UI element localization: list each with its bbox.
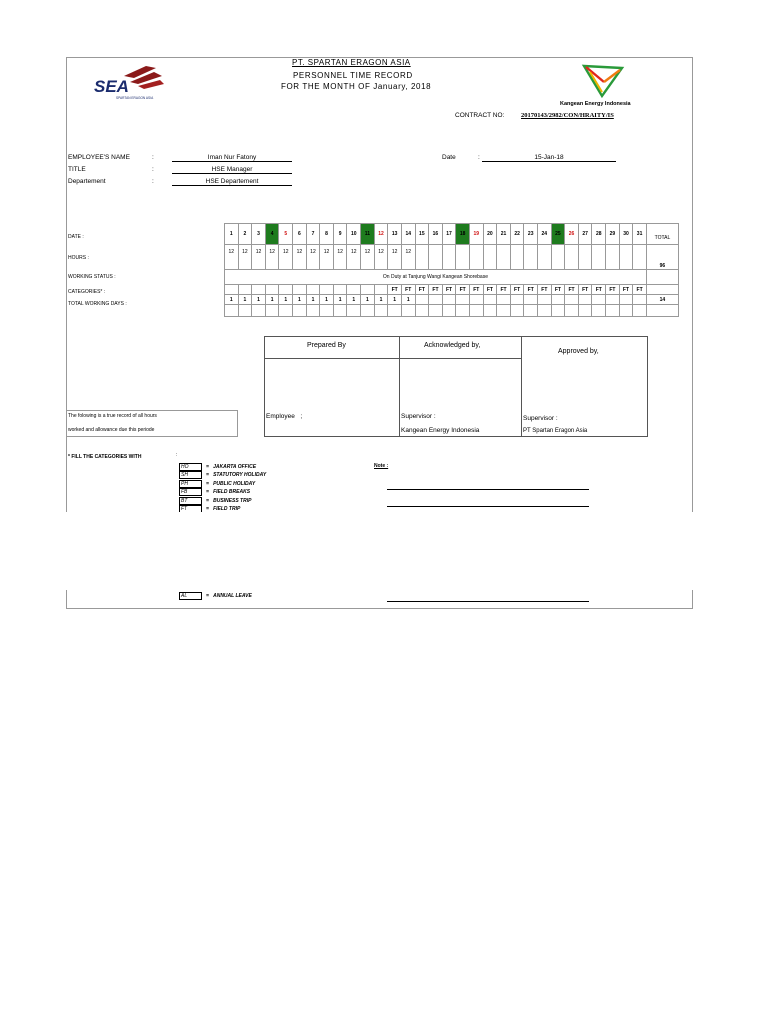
working-day-cell[interactable] [565, 295, 579, 305]
working-day-cell[interactable] [606, 295, 620, 305]
blank-cell [279, 305, 293, 317]
blank-cell [633, 305, 647, 317]
category-cell[interactable] [293, 285, 307, 295]
row-label-total-days: TOTAL WORKING DAYS : [68, 301, 127, 307]
working-day-cell[interactable]: 1 [347, 295, 361, 305]
day-cell: 21 [497, 224, 511, 245]
acknowledged-by-label: Acknowledged by, [424, 342, 481, 349]
category-cell[interactable] [238, 285, 252, 295]
prepared-by-label: Prepared By [307, 342, 346, 349]
day-cell: 11 [361, 224, 375, 245]
day-cell: 4 [265, 224, 279, 245]
hours-cell[interactable] [633, 245, 647, 270]
colon: : [152, 154, 154, 161]
note-line[interactable] [387, 489, 589, 490]
day-cell: 16 [429, 224, 443, 245]
hours-cell[interactable] [538, 245, 552, 270]
blank-cell [619, 305, 633, 317]
working-day-cell[interactable]: 1 [252, 295, 266, 305]
day-cell: 22 [510, 224, 524, 245]
legend-eq: = [206, 480, 209, 487]
certification-line2: worked and allowance due this periode [68, 427, 155, 433]
hours-cell[interactable] [510, 245, 524, 270]
working-status-cell[interactable]: On Duty at Tanjung Wangi Kangean Shorebase [225, 270, 647, 285]
day-cell: 20 [483, 224, 497, 245]
row-label-status: WORKING STATUS : [68, 274, 116, 280]
working-day-cell[interactable]: 1 [279, 295, 293, 305]
blank-cell [497, 305, 511, 317]
blank-cell [415, 305, 429, 317]
hours-cell[interactable] [551, 245, 565, 270]
time-record-grid [224, 223, 679, 317]
day-cell: 9 [333, 224, 347, 245]
legend-eq: = [206, 593, 209, 599]
working-days-row [225, 295, 679, 305]
hours-cell[interactable]: 12 [347, 245, 361, 270]
working-day-cell[interactable] [551, 295, 565, 305]
blank-cell [606, 305, 620, 317]
blank-cell [469, 305, 483, 317]
logo-sea-subtext: SPARTAN ERAGON ASIA [116, 96, 154, 100]
note-line[interactable] [387, 506, 589, 507]
working-day-cell[interactable] [633, 295, 647, 305]
blank-cell [442, 305, 456, 317]
contract-number: 20170143/2982/CON/HRAITY/IS [521, 112, 614, 119]
legend-item-fb [179, 488, 250, 496]
row-label-hours: HOURS : [68, 255, 89, 261]
supervisor-sea-label: Supervisor : [523, 415, 558, 422]
employee-sig-colon: ; [300, 413, 303, 420]
spartan-eragon-logo [94, 62, 166, 102]
categories-row [225, 285, 679, 295]
hours-cell[interactable]: 12 [238, 245, 252, 270]
acknowledged-body [399, 358, 522, 437]
category-cell[interactable]: FT [483, 285, 497, 295]
form-period: FOR THE MONTH OF January, 2018 [281, 82, 432, 91]
legend-desc-al: ANNUAL LEAVE [213, 593, 252, 599]
day-cell: 27 [578, 224, 592, 245]
category-total [646, 285, 678, 295]
legend-item-ph [179, 480, 255, 488]
colon: : [152, 166, 154, 173]
hours-cell[interactable] [429, 245, 443, 270]
legend-desc: FIELD TRIP [213, 506, 241, 512]
category-cell[interactable]: FT [551, 285, 565, 295]
form-title: PERSONNEL TIME RECORD [293, 71, 413, 80]
department-label: Departement [68, 178, 106, 185]
legend-code: FT [179, 505, 202, 513]
certification-line1: The folowing is a true record of all hours [68, 413, 157, 419]
hours-cell[interactable] [483, 245, 497, 270]
hours-cell[interactable] [497, 245, 511, 270]
blank-cell [483, 305, 497, 317]
status-total [646, 270, 678, 285]
hours-cell[interactable]: 12 [306, 245, 320, 270]
approved-by-label: Approved by, [558, 348, 599, 355]
blank-cell [333, 305, 347, 317]
working-day-cell[interactable] [524, 295, 538, 305]
category-cell[interactable]: FT [497, 285, 511, 295]
department-field[interactable]: HSE Departement [172, 178, 292, 186]
blank-cell [306, 305, 320, 317]
working-day-cell[interactable]: 1 [374, 295, 388, 305]
legend-desc: FIELD BREAKS [213, 489, 251, 496]
category-cell[interactable]: FT [401, 285, 415, 295]
total-header: TOTAL [646, 224, 678, 245]
day-cell: 23 [524, 224, 538, 245]
category-cell[interactable]: FT [429, 285, 443, 295]
category-cell[interactable] [225, 285, 239, 295]
working-day-cell[interactable]: 1 [293, 295, 307, 305]
day-cell: 7 [306, 224, 320, 245]
contract-label: CONTRACT NO: [455, 112, 505, 119]
colon: : [152, 178, 154, 185]
day-cell: 12 [374, 224, 388, 245]
category-cell[interactable] [361, 285, 375, 295]
working-day-cell[interactable]: 1 [265, 295, 279, 305]
category-cell[interactable]: FT [633, 285, 647, 295]
working-day-cell[interactable] [483, 295, 497, 305]
working-day-cell[interactable] [497, 295, 511, 305]
category-cell[interactable]: FT [538, 285, 552, 295]
legend-eq: = [206, 489, 209, 496]
category-cell[interactable] [333, 285, 347, 295]
hours-cell[interactable] [415, 245, 429, 270]
legend-code-al: AL [179, 592, 202, 600]
blank-cell [646, 305, 678, 317]
hours-cell[interactable] [565, 245, 579, 270]
category-cell[interactable]: FT [578, 285, 592, 295]
legend-code: HO [179, 463, 202, 471]
legend-code: BT [179, 497, 202, 505]
day-cell: 17 [442, 224, 456, 245]
hours-row [225, 245, 679, 270]
note-line[interactable] [387, 601, 589, 602]
day-cell: 28 [592, 224, 606, 245]
employee-name-field[interactable]: Iman Nur Fatony [172, 154, 292, 162]
hours-cell[interactable]: 12 [361, 245, 375, 270]
day-cell: 26 [565, 224, 579, 245]
hours-cell[interactable]: 12 [388, 245, 402, 270]
day-cell: 3 [252, 224, 266, 245]
blank-cell [347, 305, 361, 317]
day-cell: 8 [320, 224, 334, 245]
blank-cell [388, 305, 402, 317]
blank-cell [565, 305, 579, 317]
working-day-cell[interactable]: 1 [238, 295, 252, 305]
legend-colon: : [176, 452, 178, 458]
title-field[interactable]: HSE Manager [172, 166, 292, 174]
working-day-cell[interactable] [456, 295, 470, 305]
category-cell[interactable] [347, 285, 361, 295]
day-cell: 19 [469, 224, 483, 245]
note-label: Note : [374, 463, 389, 469]
row-label-date: DATE : [68, 234, 84, 240]
category-cell[interactable] [279, 285, 293, 295]
legend-eq: = [206, 464, 209, 470]
hours-cell[interactable]: 12 [225, 245, 239, 270]
legend-eq: = [206, 472, 209, 479]
category-cell[interactable]: FT [510, 285, 524, 295]
legend-desc: BUSINESS TRIP [213, 497, 252, 504]
supervisor-kei-company: Kangean Energy Indonesia [401, 427, 480, 434]
working-day-cell[interactable]: 1 [361, 295, 375, 305]
supervisor-kei-label: Supervisor : [401, 413, 436, 420]
category-cell[interactable]: FT [469, 285, 483, 295]
working-day-cell[interactable] [429, 295, 443, 305]
logo-sea-text: SEA [94, 77, 129, 96]
hours-cell[interactable] [619, 245, 633, 270]
blank-cell [401, 305, 415, 317]
blank-cell [265, 305, 279, 317]
hours-cell[interactable]: 12 [279, 245, 293, 270]
date-field[interactable]: 15-Jan-18 [482, 154, 616, 162]
day-cell: 31 [633, 224, 647, 245]
legend-code: FB [179, 488, 202, 496]
row-label-categories: CATEGORIES* : [68, 289, 106, 295]
blank-cell [524, 305, 538, 317]
day-cell: 25 [551, 224, 565, 245]
hours-cell[interactable] [606, 245, 620, 270]
employee-signature-label [266, 413, 302, 420]
day-cell: 5 [279, 224, 293, 245]
blank-cell [238, 305, 252, 317]
hours-cell[interactable] [456, 245, 470, 270]
working-day-cell[interactable] [469, 295, 483, 305]
working-day-cell[interactable]: 1 [333, 295, 347, 305]
working-day-cell[interactable]: 1 [320, 295, 334, 305]
hours-cell[interactable] [469, 245, 483, 270]
hours-cell[interactable]: 12 [333, 245, 347, 270]
hours-cell[interactable]: 12 [252, 245, 266, 270]
blank-cell [592, 305, 606, 317]
colon: : [478, 154, 480, 161]
legend-code: SH [179, 471, 202, 479]
category-cell[interactable] [252, 285, 266, 295]
working-day-cell[interactable] [619, 295, 633, 305]
working-day-cell[interactable]: 1 [306, 295, 320, 305]
category-cell[interactable]: FT [442, 285, 456, 295]
day-cell: 15 [415, 224, 429, 245]
blank-cell [510, 305, 524, 317]
legend-desc: PUBLIC HOLIDAY [213, 480, 256, 487]
legend-heading: * FILL THE CATEGORIES WITH [68, 454, 142, 460]
title-label: TITLE [68, 166, 86, 173]
working-day-cell[interactable] [538, 295, 552, 305]
blank-cell [225, 305, 239, 317]
legend-eq: = [206, 497, 209, 504]
blank-cell [578, 305, 592, 317]
blank-cell [293, 305, 307, 317]
working-day-cell[interactable] [510, 295, 524, 305]
category-cell[interactable] [265, 285, 279, 295]
category-cell[interactable]: FT [606, 285, 620, 295]
legend-code: PH [179, 480, 202, 488]
category-cell[interactable]: FT [565, 285, 579, 295]
hours-cell[interactable]: 12 [293, 245, 307, 270]
hours-cell[interactable] [524, 245, 538, 270]
hours-cell[interactable] [578, 245, 592, 270]
legend-item-bt [179, 497, 251, 505]
hours-total: 96 [646, 245, 678, 270]
hours-cell[interactable]: 12 [401, 245, 415, 270]
hours-cell[interactable]: 12 [320, 245, 334, 270]
legend-item-al [179, 592, 252, 600]
day-cell: 1 [225, 224, 239, 245]
supervisor-sea-company: PT Spartan Eragon Asia [523, 428, 588, 434]
page-gap [60, 512, 700, 590]
day-cell: 29 [606, 224, 620, 245]
category-cell[interactable]: FT [388, 285, 402, 295]
working-day-cell[interactable]: 1 [225, 295, 239, 305]
employee-name-label: EMPLOYEE'S NAME [68, 154, 130, 161]
kangean-logo-text: Kangean Energy Indonesia [560, 101, 631, 107]
blank-cell [538, 305, 552, 317]
working-day-cell[interactable] [592, 295, 606, 305]
legend-desc: JAKARTA OFFICE [213, 464, 257, 470]
blank-cell [456, 305, 470, 317]
working-day-cell[interactable]: 1 [388, 295, 402, 305]
employee-sig-text: Employee [266, 413, 295, 420]
blank-cell [361, 305, 375, 317]
legend-eq: = [206, 506, 209, 512]
working-day-cell[interactable]: 1 [401, 295, 415, 305]
blank-row [225, 305, 679, 317]
hours-cell[interactable]: 12 [265, 245, 279, 270]
date-row [225, 224, 679, 245]
day-cell: 30 [619, 224, 633, 245]
category-cell[interactable]: FT [415, 285, 429, 295]
working-day-cell[interactable] [442, 295, 456, 305]
category-cell[interactable]: FT [456, 285, 470, 295]
legend-item-sh [179, 471, 266, 479]
blank-cell [429, 305, 443, 317]
blank-cell [374, 305, 388, 317]
blank-cell [551, 305, 565, 317]
working-status-row [225, 270, 679, 285]
company-name: PT. SPARTAN ERAGON ASIA [292, 58, 411, 67]
hours-cell[interactable]: 12 [374, 245, 388, 270]
date-label: Date [442, 154, 456, 161]
day-cell: 18 [456, 224, 470, 245]
hours-cell[interactable] [442, 245, 456, 270]
blank-cell [320, 305, 334, 317]
hours-cell[interactable] [592, 245, 606, 270]
working-day-cell[interactable] [415, 295, 429, 305]
legend-desc: STATUTORY HOLIDAY [213, 472, 267, 479]
category-cell[interactable]: FT [524, 285, 538, 295]
day-cell: 14 [401, 224, 415, 245]
category-cell[interactable]: FT [619, 285, 633, 295]
blank-cell [252, 305, 266, 317]
category-cell[interactable]: FT [592, 285, 606, 295]
day-cell: 24 [538, 224, 552, 245]
day-cell: 6 [293, 224, 307, 245]
legend-item-ho [179, 463, 256, 471]
category-cell[interactable] [374, 285, 388, 295]
kangean-logo [580, 62, 626, 100]
category-cell[interactable] [306, 285, 320, 295]
category-cell[interactable] [320, 285, 334, 295]
working-days-total: 14 [646, 295, 678, 305]
day-cell: 10 [347, 224, 361, 245]
day-cell: 13 [388, 224, 402, 245]
day-cell: 2 [238, 224, 252, 245]
working-day-cell[interactable] [578, 295, 592, 305]
